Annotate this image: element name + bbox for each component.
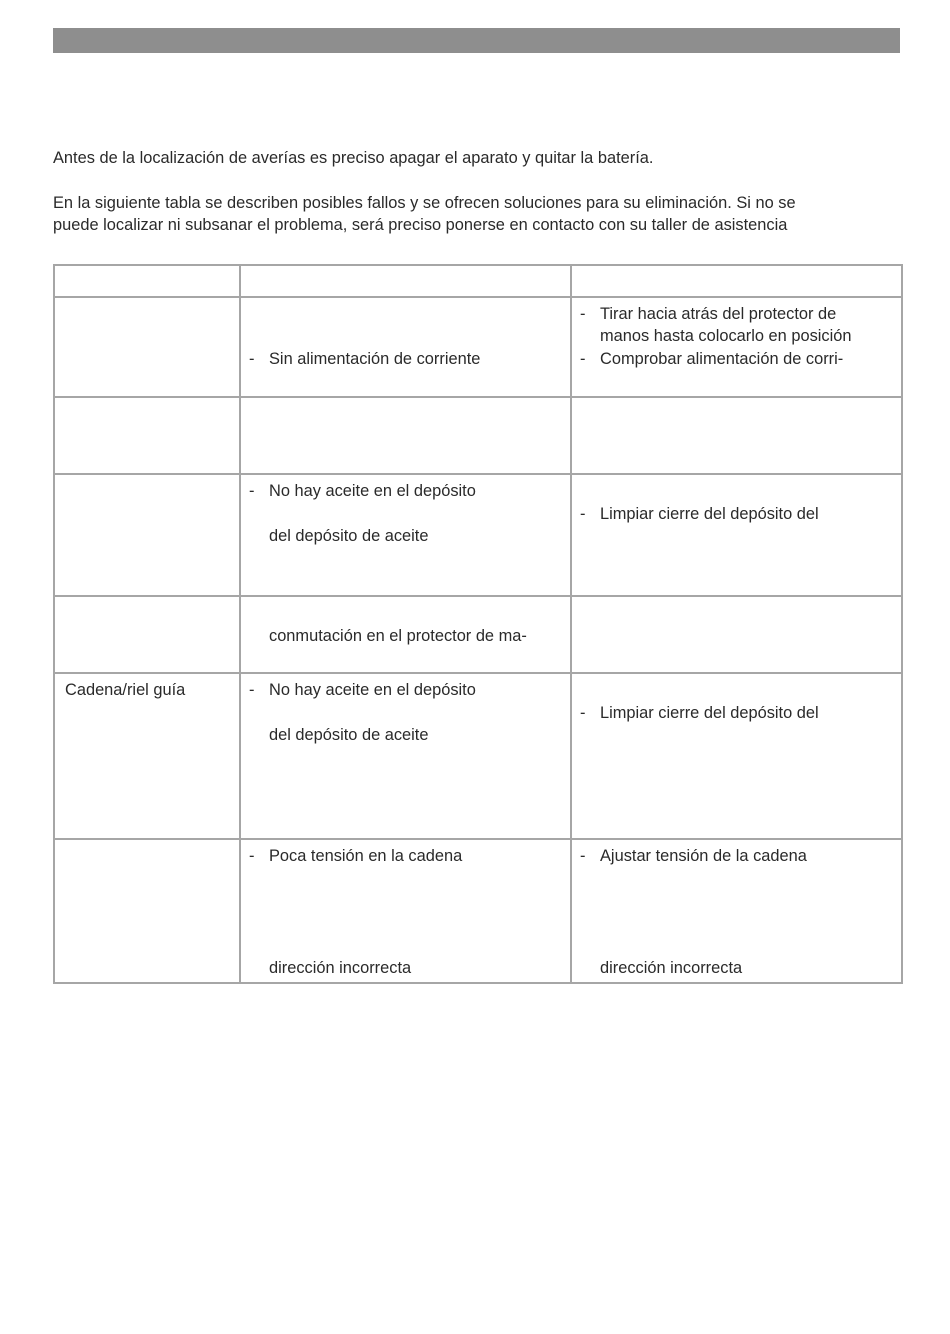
remedy-text: Tirar hacia atrás del protector de xyxy=(600,305,837,323)
bullet-dash: - xyxy=(580,305,586,323)
cause-text: Poca tensión en la cadena xyxy=(269,847,463,865)
intro-paragraph-2-line-1: En la siguiente tabla se describen posibles fallos y se ofrecen soluciones para su eliminación. Si no se xyxy=(53,194,796,212)
remedy-cell xyxy=(571,673,902,839)
table-row xyxy=(54,474,902,596)
cause-cell xyxy=(240,839,571,983)
header-bar xyxy=(53,28,900,53)
remedy-text: Limpiar cierre del depósito del xyxy=(600,505,819,523)
cause-cell xyxy=(240,673,571,839)
cause-text: del depósito de aceite xyxy=(269,726,429,744)
cause-cell xyxy=(240,397,571,474)
fault-cell xyxy=(54,397,240,474)
remedy-cell xyxy=(571,397,902,474)
fault-text: Cadena/riel guía xyxy=(65,681,186,699)
fault-cell xyxy=(54,297,240,397)
header-cell-cause xyxy=(240,265,571,297)
bullet-dash: - xyxy=(249,482,255,500)
bullet-dash: - xyxy=(580,505,586,523)
remedy-cell xyxy=(571,297,902,397)
cause-text: Sin alimentación de corriente xyxy=(269,350,481,368)
troubleshooting-table xyxy=(53,264,903,984)
cause-text: conmutación en el protector de ma- xyxy=(269,627,527,645)
table-row xyxy=(54,673,902,839)
intro-paragraph-2 xyxy=(53,192,903,236)
fault-cell xyxy=(54,596,240,673)
cause-text: No hay aceite en el depósito xyxy=(269,482,476,500)
remedy-cell xyxy=(571,839,902,983)
remedy-text: dirección incorrecta xyxy=(600,959,743,977)
table-row xyxy=(54,839,902,983)
cause-cell xyxy=(240,596,571,673)
fault-cell xyxy=(54,474,240,596)
bullet-dash: - xyxy=(580,704,586,722)
remedy-text: Ajustar tensión de la cadena xyxy=(600,847,807,865)
remedy-cell xyxy=(571,596,902,673)
table-row xyxy=(54,596,902,673)
header-cell-remedy xyxy=(571,265,902,297)
intro-paragraph-2-line-2: puede localizar ni subsanar el problema, será preciso ponerse en contacto con su taller de asistencia xyxy=(53,216,788,234)
header-cell-fault xyxy=(54,265,240,297)
bullet-dash: - xyxy=(580,350,586,368)
cause-cell xyxy=(240,297,571,397)
cause-text: No hay aceite en el depósito xyxy=(269,681,476,699)
remedy-text: manos hasta colocarlo en posición xyxy=(600,327,852,345)
cause-cell xyxy=(240,474,571,596)
table-row xyxy=(54,397,902,474)
bullet-dash: - xyxy=(580,847,586,865)
table-header-row xyxy=(54,265,902,297)
remedy-text: Limpiar cierre del depósito del xyxy=(600,704,819,722)
fault-cell xyxy=(54,839,240,983)
intro-paragraph-1: Antes de la localización de averías es preciso apagar el aparato y quitar la batería. xyxy=(53,149,654,167)
remedy-cell xyxy=(571,474,902,596)
bullet-dash: - xyxy=(249,847,255,865)
table-row xyxy=(54,297,902,397)
cause-text: del depósito de aceite xyxy=(269,527,429,545)
bullet-dash: - xyxy=(249,350,255,368)
cause-text: dirección incorrecta xyxy=(269,959,412,977)
bullet-dash: - xyxy=(249,681,255,699)
fault-cell xyxy=(54,673,240,839)
remedy-text: Comprobar alimentación de corri- xyxy=(600,350,844,368)
